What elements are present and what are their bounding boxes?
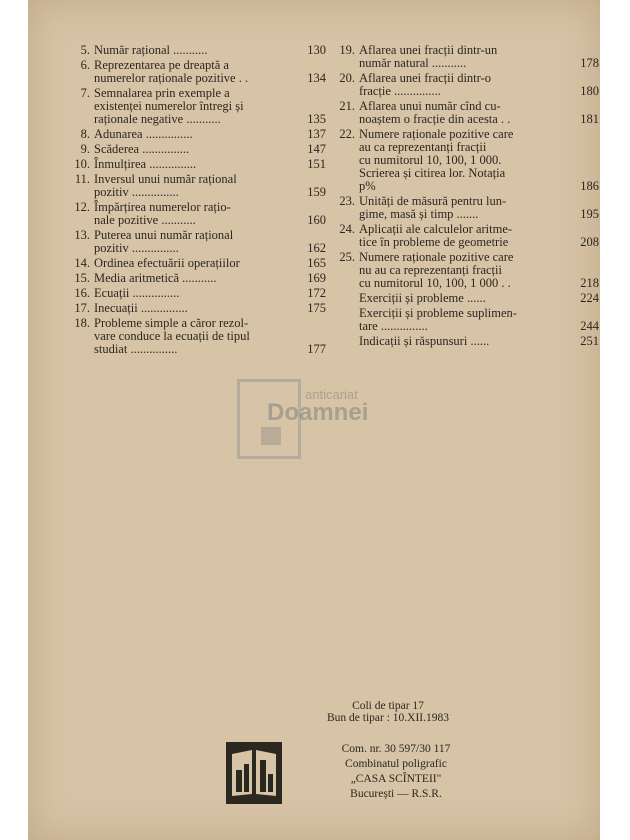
toc-entry-page: 162 <box>307 241 326 255</box>
toc-entry-title-line: raționale negative ........... <box>94 112 221 126</box>
toc-entry-title-line: Probleme simple a căror rezol- <box>94 316 249 330</box>
toc-entry-title <box>94 44 294 57</box>
printer-name-line2: „CASA SCÎNTEII" <box>350 773 442 785</box>
toc-entry-title-line: numerelor raționale pozitive . . <box>94 71 249 85</box>
toc-entry-title <box>359 128 561 193</box>
toc-entry-number: 6. <box>80 58 90 72</box>
toc-entry <box>337 44 599 70</box>
toc-column-right <box>337 44 599 350</box>
toc-entry <box>337 307 599 333</box>
toc-entry <box>74 201 326 227</box>
toc-entry-page: 251 <box>580 334 599 348</box>
toc-entry <box>337 195 599 221</box>
toc-entry-title-line: Numere raționale pozitive care <box>359 127 514 141</box>
toc-entry-page: 208 <box>580 235 599 249</box>
toc-entry-number: 22. <box>339 127 355 141</box>
toc-entry-title <box>94 302 294 315</box>
toc-entry <box>74 44 326 57</box>
toc-entry-title-line: Inversul unui număr rațional <box>94 172 237 186</box>
toc-entry-title-line: Exerciții și probleme suplimen- <box>359 306 517 320</box>
toc-entry-title-line: Media aritmetică ........... <box>94 271 217 285</box>
toc-entry-page: 224 <box>580 291 599 305</box>
toc-entry-page: 195 <box>580 207 599 221</box>
toc-entry-page: 244 <box>580 319 599 333</box>
toc-entry <box>74 87 326 126</box>
toc-entry <box>337 335 599 348</box>
toc-entry-title <box>359 44 561 70</box>
toc-entry-page: 159 <box>307 185 326 199</box>
toc-entry <box>337 292 599 305</box>
toc-entry-number: 23. <box>339 194 355 208</box>
toc-entry-title-line: Aflarea unei fracții dintr-o <box>359 71 491 85</box>
toc-entry-title <box>94 173 294 199</box>
toc-entry-number: 16. <box>74 286 90 300</box>
toc-entry-number: 17. <box>74 301 90 315</box>
toc-entry-title-line: nu au ca reprezentanți fracții <box>359 263 502 277</box>
toc-entry-page: 137 <box>307 127 326 141</box>
toc-entry-number: 25. <box>339 250 355 264</box>
toc-entry-page: 177 <box>307 342 326 356</box>
colophon-print-date: Bun de tipar : 10.XII.1983 <box>326 712 449 724</box>
toc-entry-title-line: Exerciții și probleme ...... <box>359 291 486 305</box>
watermark <box>237 379 407 459</box>
toc-entry <box>74 173 326 199</box>
toc-entry-page: 135 <box>307 112 326 126</box>
toc-entry <box>74 158 326 171</box>
toc-entry-number: 8. <box>80 127 90 141</box>
toc-entry-title-line: Numere raționale pozitive care <box>359 250 514 264</box>
toc-entry-number <box>337 292 357 305</box>
toc-entry-page: 172 <box>307 286 326 300</box>
toc-column-left <box>74 44 326 358</box>
toc-entry-number: 9. <box>80 142 90 156</box>
toc-entry-title-line: Înmulțirea ............... <box>94 157 197 171</box>
toc-entry-number: 24. <box>339 222 355 236</box>
toc-entry-number: 19. <box>339 43 355 57</box>
toc-entry-title-line: pozitiv ............... <box>94 185 179 199</box>
toc-entry-title-line: p% <box>359 179 376 193</box>
printer-name-line1: Combinatul poligrafic <box>345 758 447 770</box>
toc-entry-title-line: Aflarea unei fracții dintr-un <box>359 43 498 57</box>
toc-entry-title-line: cu numitorul 10, 100, 1 000 . . <box>359 276 511 290</box>
toc-entry-title-line: Puterea unui număr rațional <box>94 228 234 242</box>
toc-entry-title <box>359 307 561 333</box>
toc-entry-title <box>94 128 294 141</box>
toc-entry-title-line: Aflarea unui număr cînd cu- <box>359 99 501 113</box>
toc-entry-number <box>337 307 357 333</box>
toc-entry-number <box>337 335 357 348</box>
toc-entry-number: 11. <box>74 172 90 186</box>
toc-entry-page: 169 <box>307 271 326 285</box>
toc-entry-title-line: Scrierea și citirea lor. Notația <box>359 166 506 180</box>
book-icon <box>261 427 281 445</box>
toc-entry <box>74 302 326 315</box>
toc-entry-title <box>359 335 561 348</box>
toc-entry <box>74 229 326 255</box>
toc-entry-title <box>359 100 561 126</box>
toc-entry-page: 130 <box>307 43 326 57</box>
toc-entry-number: 14. <box>74 256 90 270</box>
toc-entry-title-line: existenței numerelor întregi și <box>94 99 244 113</box>
toc-entry-title <box>94 143 294 156</box>
toc-entry-title-line: Ordinea efectuării operațiilor <box>94 256 240 270</box>
toc-entry-page: 181 <box>580 112 599 126</box>
toc-entry-title-line: fracție ............... <box>359 84 441 98</box>
toc-entry-title-line: au ca reprezentanți fracții <box>359 140 487 154</box>
watermark-small-text: anticariat <box>305 387 358 402</box>
toc-entry-number: 5. <box>80 43 90 57</box>
publisher-logo-icon <box>224 740 284 806</box>
toc-entry-number: 7. <box>80 86 90 100</box>
toc-entry-page: 186 <box>580 179 599 193</box>
toc-entry-title-line: tare ............... <box>359 319 428 333</box>
printer-order-number: Com. nr. 30 597/30 117 <box>341 743 451 755</box>
toc-entry-title <box>94 317 294 356</box>
toc-entry <box>74 317 326 356</box>
toc-entry-page: 147 <box>307 142 326 156</box>
toc-entry-title-line: cu numitorul 10, 100, 1 000. <box>359 153 502 167</box>
toc-entry-title-line: Semnalarea prin exemple a <box>94 86 230 100</box>
toc-entry-number: 15. <box>74 271 90 285</box>
toc-entry-title-line: studiat ............... <box>94 342 178 356</box>
toc-entry-title-line: tice în probleme de geometrie <box>359 235 509 249</box>
toc-entry-title-line: Unități de măsură pentru lun- <box>359 194 507 208</box>
colophon <box>278 700 498 724</box>
toc-entry-page: 178 <box>580 56 599 70</box>
toc-entry-page: 160 <box>307 213 326 227</box>
toc-entry <box>74 287 326 300</box>
toc-entry <box>74 59 326 85</box>
toc-entry <box>337 223 599 249</box>
toc-entry <box>337 251 599 290</box>
toc-entry-number: 12. <box>74 200 90 214</box>
toc-entry-page: 134 <box>307 71 326 85</box>
toc-entry-title <box>94 201 294 227</box>
toc-entry-title-line: noaștem o fracție din acesta . . <box>359 112 511 126</box>
colophon-sheets: Coli de tipar 17 <box>352 700 424 712</box>
toc-entry <box>74 272 326 285</box>
toc-entry <box>337 72 599 98</box>
toc-entry-title-line: Număr rațional ........... <box>94 43 208 57</box>
toc-entry-title <box>359 251 561 290</box>
toc-entry-title <box>94 158 294 171</box>
toc-entry-title <box>94 257 294 270</box>
toc-entry-title-line: Inecuații ............... <box>94 301 188 315</box>
toc-entry-title-line: Adunarea ............... <box>94 127 193 141</box>
toc-entry-title <box>359 223 561 249</box>
toc-entry-title-line: gime, masă și timp ....... <box>359 207 479 221</box>
toc-entry <box>74 257 326 270</box>
toc-entry-title <box>359 195 561 221</box>
toc-entry-number: 10. <box>74 157 90 171</box>
toc-entry-title <box>359 72 561 98</box>
toc-entry-title-line: Reprezentarea pe dreaptă a <box>94 58 229 72</box>
toc-entry-page: 218 <box>580 276 599 290</box>
toc-entry-page: 175 <box>307 301 326 315</box>
watermark-big-text: Doamnei <box>267 399 369 426</box>
toc-entry <box>337 128 599 193</box>
toc-entry-title-line: Împărțirea numerelor rațio- <box>94 200 231 214</box>
toc-entry-title-line: Scăderea ............... <box>94 142 190 156</box>
toc-entry-title <box>94 272 294 285</box>
toc-entry-title <box>94 287 294 300</box>
toc-entry-title-line: pozitiv ............... <box>94 241 179 255</box>
toc-entry <box>337 100 599 126</box>
toc-entry <box>74 143 326 156</box>
toc-entry-title-line: număr natural ........... <box>359 56 467 70</box>
toc-entry-number: 20. <box>339 71 355 85</box>
printer-info <box>296 742 496 802</box>
toc-entry-title-line: nale pozitive ........... <box>94 213 196 227</box>
toc-entry-page: 151 <box>307 157 326 171</box>
toc-entry-title-line: Indicații și răspunsuri ...... <box>359 334 490 348</box>
toc-entry <box>74 128 326 141</box>
toc-entry-page: 165 <box>307 256 326 270</box>
toc-entry-title <box>94 87 294 126</box>
toc-entry-title-line: Aplicații ale calculelor aritme- <box>359 222 513 236</box>
toc-entry-title <box>94 59 294 85</box>
toc-entry-number: 13. <box>74 228 90 242</box>
toc-entry-title-line: vare conduce la ecuații de tipul <box>94 329 250 343</box>
toc-entry-title <box>94 229 294 255</box>
printer-city: București — R.S.R. <box>350 788 442 800</box>
toc-entry-page: 180 <box>580 84 599 98</box>
toc-entry-number: 21. <box>339 99 355 113</box>
toc-entry-number: 18. <box>74 316 90 330</box>
toc-entry-title <box>359 292 561 305</box>
toc-entry-title-line: Ecuații ............... <box>94 286 180 300</box>
